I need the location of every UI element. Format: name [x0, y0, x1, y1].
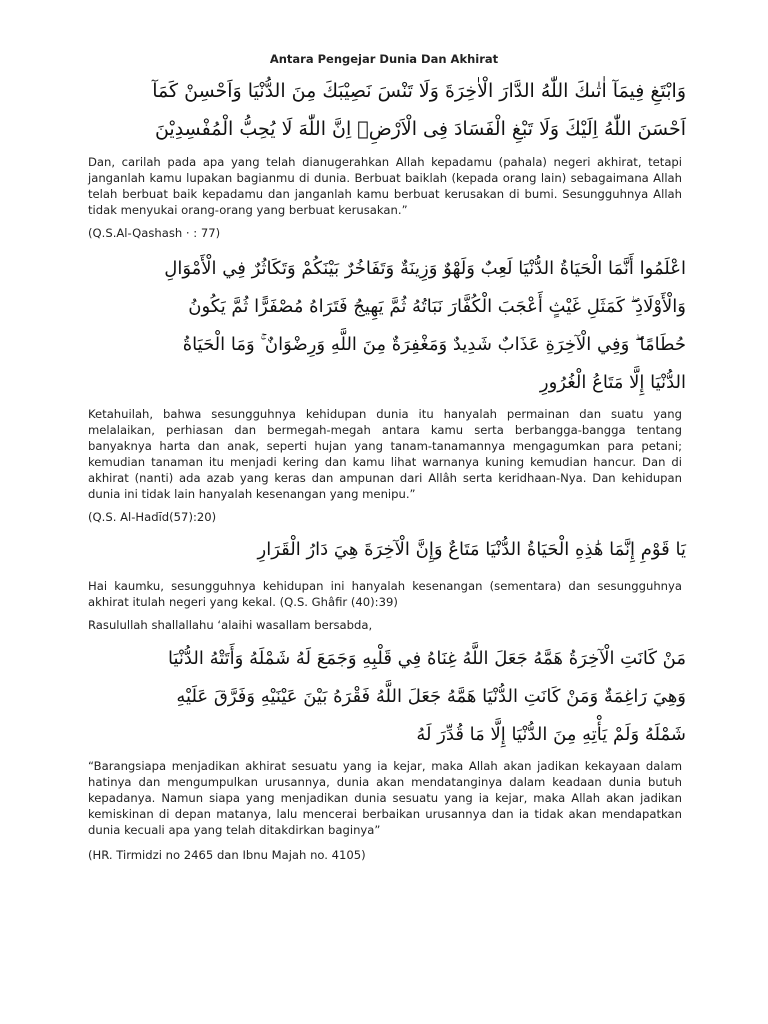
arabic-line: وَالْأَوْلَادِ ۖ كَمَثَلِ غَيْثٍ أَعْجَبَ الْكُفَّارَ نَبَاتُهُ ثُمَّ يَهِيجُ فَتَرَاهُ مُصْفَرًّا ثُمَّ يَكُونُ [188, 296, 686, 317]
page-title: Antara Pengejar Dunia Dan Akhirat [269, 52, 499, 66]
arabic-line: اَحْسَنَ اللّٰهُ اِلَيْكَ وَلَا تَبْغِ الْفَسَادَ فِى الْاَرْضِۗ اِنَّ اللّٰهَ لَا يُحِبُّ الْمُفْسِدِيْنَ [154, 118, 686, 140]
arabic-line: شَمْلَهُ وَلَمْ يَأْتِهِ مِنَ الدُّنْيَا إِلَّا مَا قُدِّرَ لَهُ [416, 724, 686, 745]
arabic-hadith [86, 640, 686, 754]
reference-hadid: (Q.S. Al-Hadīd(57):20) [88, 510, 217, 524]
reference-hadith: (HR. Tirmidzi no 2465 dan Ibnu Majah no. 4105) [88, 848, 366, 862]
arabic-verse-hadid [86, 250, 686, 402]
arabic-line: اعْلَمُوا أَنَّمَا الْحَيَاةُ الدُّنْيَا لَعِبٌ وَلَهْوٌ وَزِينَةٌ وَتَفَاخُرٌ بَيْنَكُمْ وَتَكَاثُرٌ فِي الْأَمْوَالِ [164, 258, 686, 279]
arabic-line: الدُّنْيَا إِلَّا مَتَاعُ الْغُرُورِ [539, 372, 686, 393]
reference-qashash: (Q.S.Al-Qashash · : 77) [88, 226, 221, 240]
arabic-line: وَابْتَغِ فِيمَآ اٰتٰىكَ اللّٰهُ الدَّارَ الْاٰخِرَةَ وَلَا تَنْسَ نَصِيْبَكَ مِنَ الدُّنْيَا وَاَحْسِنْ كَمَآ [152, 80, 686, 102]
arabic-line: وَهِيَ رَاغِمَةٌ وَمَنْ كَانَتِ الدُّنْيَا هَمَّهُ جَعَلَ اللَّهُ فَقْرَهُ بَيْنَ عَيْنَيْهِ وَفَرَّقَ عَلَيْهِ [176, 686, 686, 707]
arabic-verse-ghafir [86, 532, 686, 568]
arabic-verse-qashash [86, 72, 686, 148]
translation-ghafir: Hai kaumku, sesungguhnya kehidupan ini hanyalah kesenangan (sementara) dan sesungguhnya akhirat itulah negeri yang kekal. (Q.S. Ghâfir (40):39) [88, 579, 682, 609]
arabic-line: مَنْ كَانَتِ الْآخِرَةُ هَمَّهُ جَعَلَ اللَّهُ غِنَاهُ فِي قَلْبِهِ وَجَمَعَ لَهُ شَمْلَهُ وَأَتَتْهُ الدُّنْيَا [167, 648, 686, 669]
translation-hadid: Ketahuilah, bahwa sesungguhnya kehidupan dunia itu hanyalah permainan dan suatu yang melalaikan, perhiasan dan bermegah-megah antara kamu serta berbangga-bangga tentang banyaknya harta dan anak, seperti hujan yang tanam-tanamannya mengagumkan para petani; kemudian tanaman itu menjadi kering dan kamu lihat warnanya kuning kemudian hancur. Dan di akhirat (nanti) ada azab yang keras dan ampunan dari Allâh serta keridhaan-Nya. Dan kehidupan dunia ini tidak lain hanyalah kesenangan yang menipu.” [88, 407, 682, 501]
hadith-intro: Rasulullah shallallahu ‘alaihi wasallam bersabda, [88, 618, 373, 632]
translation-hadith: “Barangsiapa menjadikan akhirat sesuatu yang ia kejar, maka Allah akan jadikan kekayaan dalam hatinya dan mengumpulkan urusannya, dunia akan mendatanginya dalam keadaan dunia butuh kepadanya. Namun siapa yang menjadikan dunia sesuatu yang ia kejar, maka Allah akan jadikan kemiskinan di depan matanya, lalu mencerai berbaikan urusannya dan ia tidak akan mendapatkan dunia kecuali apa yang telah ditakdirkan baginya” [88, 759, 682, 837]
translation-qashash: Dan, carilah pada apa yang telah dianugerahkan Allah kepadamu (pahala) negeri akhirat, tetapi janganlah kamu lupakan bagianmu di dunia. Berbuat baiklah (kepada orang lain) sebagaimana Allah telah berbuat baik kepadamu dan janganlah kamu berbuat kerusakan di bumi. Sesungguhnya Allah tidak menyukai orang-orang yang berbuat kerusakan.” [88, 155, 682, 217]
arabic-line: يَا قَوْمِ إِنَّمَا هَٰذِهِ الْحَيَاةُ الدُّنْيَا مَتَاعٌ وَإِنَّ الْآخِرَةَ هِيَ دَارُ الْقَرَارِ [257, 539, 686, 560]
arabic-line: حُطَامًا ۖ وَفِي الْآخِرَةِ عَذَابٌ شَدِيدٌ وَمَغْفِرَةٌ مِنَ اللَّهِ وَرِضْوَانٌ ۚ وَمَا الْحَيَاةُ [182, 334, 686, 355]
